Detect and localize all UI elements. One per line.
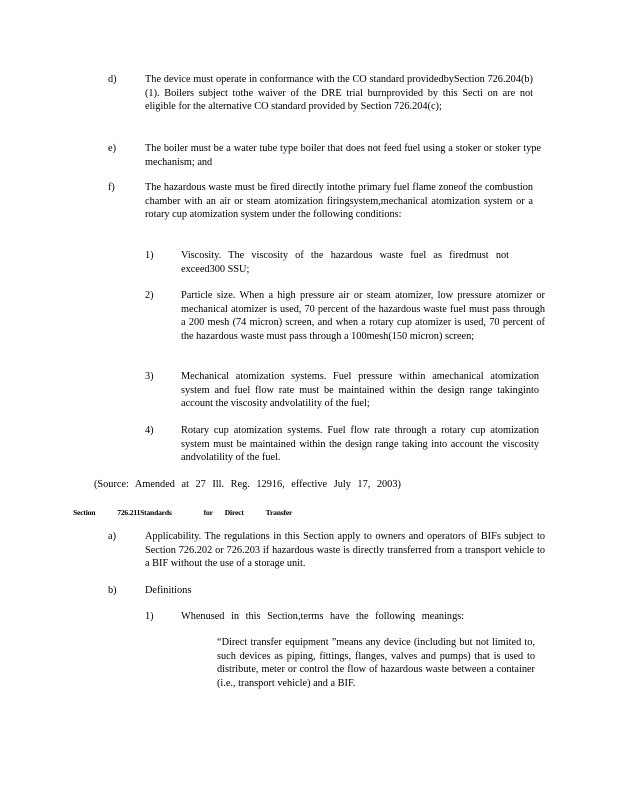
sub-item-label-1: 1) — [145, 250, 154, 261]
definitions-heading: Definitions — [145, 585, 192, 596]
paragraph-e: The boiler must be a water tube type boiler that does not feed fuel using a stoker or stoker type mechanism; and — [145, 143, 541, 168]
section-heading — [73, 506, 314, 520]
sub-paragraph-particle-size: Particle size. When a high pressure air or steam atomizer, low pressure atomizer or mechanical atomizer is used, 70 percent of the hazardous waste fuel must pass through a 200 mesh (74 micron) screen, and when a rotary cup atomizer is used, 70 percent of the hazardous waste must pass through a 100mesh(150 micron) screen; — [181, 290, 545, 342]
definition-direct-transfer-equipment: “Direct transfer equipment ”means any device (including but not limited to, such devices as piping, fittings, flanges, valves and pumps) that is used to distribute, meter or control the flow of hazardous waste between a container (i.e., transport vehicle) and a BIF. — [217, 637, 535, 689]
item-label-d: d) — [108, 74, 117, 85]
paragraph-applicability: Applicability. The regulations in this Section apply to owners and operators of BIFs subject to Section 726.202 or 726.203 if hazardous waste is directly transferred from a transport vehicle to a BIF without the use of a storage unit. — [145, 531, 545, 570]
sub-item-label-4: 4) — [145, 425, 154, 436]
section-transfer: Transfer — [265, 508, 293, 517]
sub-item-label-b1: 1) — [145, 611, 154, 622]
sub-paragraph-viscosity: Viscosity. The viscosity of the hazardous waste fuel as firedmust not exceed300 SSU; — [181, 250, 509, 275]
section-word: Section — [73, 508, 96, 517]
section-direct: Direct — [224, 508, 244, 517]
item-label-e: e) — [108, 143, 116, 154]
paragraph-f: The hazardous waste must be fired directly intothe primary fuel flame zoneof the combustion chamber with an air or steam atomization firingsystem,mechanical atomization system or a rotary cup atomization system under the following conditions: — [145, 182, 533, 221]
sub-paragraph-rotary-cup: Rotary cup atomization systems. Fuel flow rate through a rotary cup atomization system must be maintained within the design range taking into account the viscosity andvolatility of the fuel. — [181, 425, 539, 464]
source-note: (Source: Amended at 27 Ill. Reg. 12916, effective July 17, 2003) — [94, 479, 401, 490]
sub-paragraph-meanings: Whenused in this Section,terms have the following meanings: — [181, 611, 465, 622]
item-label-f: f) — [108, 182, 115, 193]
item-label-a: a) — [108, 531, 116, 542]
paragraph-d: The device must operate in conformance with the CO standard providedbySection 726.204(b)(1). Boilers subject tothe waiver of the DRE trial burnprovided by this Secti on are not eligible for the alternative CO standard provided by Section 726.204(c); — [145, 74, 533, 113]
sub-item-label-2: 2) — [145, 290, 154, 301]
section-number: 726.211Standards — [117, 508, 172, 517]
item-label-b: b) — [108, 585, 117, 596]
sub-item-label-3: 3) — [145, 371, 154, 382]
sub-paragraph-mechanical: Mechanical atomization systems. Fuel pressure within amechanical atomization system and fuel flow rate must be maintained within the design range takinginto account the viscosity andvolatility of the fuel; — [181, 371, 539, 410]
section-for: for — [203, 508, 213, 517]
